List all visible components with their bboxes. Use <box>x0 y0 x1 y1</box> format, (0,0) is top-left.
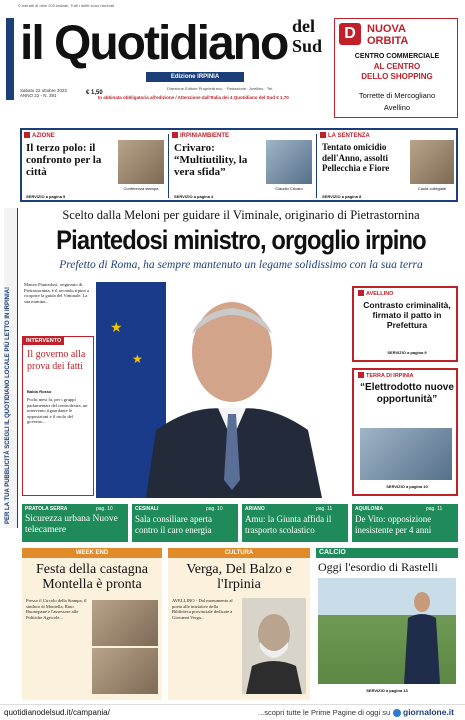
masthead-del-sud: del Sud <box>292 16 323 56</box>
footer-right-text: ...scopri tutte le Prime Pagine di oggi su <box>258 708 391 717</box>
box-avellino[interactable] <box>352 286 458 362</box>
item-page: pag. 10 <box>206 506 223 512</box>
ad-line1: NUOVA <box>367 23 406 35</box>
side-strip <box>6 18 14 100</box>
teaser-irpiniambiente[interactable] <box>172 132 314 200</box>
cultura-portrait <box>242 598 306 694</box>
vertical-banner-text: PER LA TUA PUBBLICITÀ SCEGLI IL QUOTIDIANO LOCALE PIÙ LETTO IN IRPINIA! <box>5 286 11 524</box>
local-news-strip <box>22 504 458 542</box>
price: € 1,50 <box>86 90 103 96</box>
box-title: “Elettrodotto nuove opportunità” <box>360 382 454 405</box>
coach-figure <box>398 588 446 684</box>
calcio-photo <box>318 578 456 684</box>
intervento-box[interactable] <box>22 336 94 496</box>
masthead <box>20 16 340 84</box>
box-link: SERVIZIO a pagina 10 <box>386 484 428 489</box>
top-teasers <box>20 128 458 202</box>
teaser-caption: Conferenza stampa <box>123 186 159 191</box>
item-title: De Vito: opposizione inesistente per 4 anni <box>355 514 432 535</box>
vertical-banner <box>4 208 18 528</box>
footer <box>0 704 465 720</box>
weekend-kicker: WEEK END <box>22 548 162 558</box>
ad-box[interactable] <box>334 18 458 118</box>
weekend-box[interactable] <box>22 548 162 700</box>
weekend-photo-1 <box>92 600 158 646</box>
ad-line3: CENTRO COMMERCIALE <box>354 53 440 60</box>
issue: ANNO 22 - N. 391 <box>20 93 57 99</box>
box-terra-irpinia[interactable] <box>352 368 458 496</box>
box-kicker: TERRA DI IRPINIA <box>358 372 413 379</box>
main-subhead: Prefetto di Roma, ha sempre mantenuto un legame solidissimo con la sua terra <box>59 259 423 271</box>
ad-logo: D <box>339 23 361 45</box>
local-news-item[interactable] <box>22 504 128 542</box>
teaser-photo <box>266 140 312 184</box>
item-kicker: CESINALI <box>135 506 159 512</box>
item-page: pag. 11 <box>316 506 333 512</box>
footer-brand-link[interactable]: giornalone.it <box>403 707 454 717</box>
item-kicker: AQUILONIA <box>355 506 384 512</box>
item-kicker: PRATOLA SERRA <box>25 506 68 512</box>
ad-line6: Torrette di Mercogliano <box>358 91 436 100</box>
edition-badge: Edizione IRPINIA <box>146 72 244 82</box>
cultura-title: Verga, Del Balzo e l'Irpinia <box>186 562 292 592</box>
divider <box>316 134 317 198</box>
local-news-item[interactable] <box>132 504 238 542</box>
item-page: pag. 11 <box>426 506 443 512</box>
star-icon: ★ <box>110 321 123 336</box>
ad-line4: AL CENTRO <box>373 62 421 71</box>
date-line <box>20 88 90 99</box>
teaser-link: SERVIZIO a pagina 4 <box>174 194 214 199</box>
teaser-caption: Claudio Crivaro <box>275 186 303 191</box>
calcio-kicker: CALCIO <box>316 548 458 558</box>
local-news-item[interactable] <box>352 504 458 542</box>
box-photo <box>360 428 452 480</box>
giornalone-icon <box>393 709 401 717</box>
cultura-kicker: CULTURA <box>168 548 310 558</box>
intervento-kicker: INTERVENTO <box>23 337 64 345</box>
ad-line7: Avellino <box>383 103 411 112</box>
main-headline: Piantedosi ministro, orgoglio irpino <box>56 225 426 255</box>
cultura-body: AVELLINO - Dal monumento al poeta alle iniziative della Biblioteca provinciale dedicate a Giovanni Verga... <box>172 598 233 620</box>
teaser-photo <box>410 140 454 184</box>
calcio-title: Oggi l'esordio di Rastelli <box>318 560 438 574</box>
star-icon: ★ <box>132 352 143 366</box>
teaser-caption: Caula collegiale <box>417 186 447 191</box>
item-page: pag. 10 <box>96 506 113 512</box>
ad-line5: DELLO SHOPPING <box>361 72 433 81</box>
box-title: Contrasto criminalità, firmato il patto in Prefettura <box>363 300 451 330</box>
masthead-title: il Quotidiano <box>20 17 288 70</box>
divider <box>168 134 169 198</box>
teaser-title: Crivaro: “Multiutility, la vera sfida” <box>174 142 248 178</box>
item-title: Sicurezza urbana Nuove telecamere <box>25 514 118 535</box>
cultura-box[interactable] <box>168 548 310 700</box>
teaser-title: Tentato omicidio dell'Anno, assolti Pellecchia e Fiore <box>322 142 390 173</box>
teaser-kicker: AZIONE <box>24 132 55 139</box>
item-title: Amu: la Giunta affida il trasporto scolastico <box>245 514 332 535</box>
teaser-sentenza[interactable] <box>320 132 456 200</box>
calcio-box[interactable] <box>316 548 458 700</box>
item-title: Sala consiliare aperta contro il caro energia <box>135 514 212 535</box>
intervento-body: Pochi mesi fa, per i gruppi parlamentari del centrodestra, un intervento riguardante le opposizioni e il ruolo del governo... <box>27 397 88 425</box>
teaser-link: SERVIZIO a pagina 5 <box>26 194 66 199</box>
main-body: Matteo Piantedosi, originario di Pietrastornina, è il secondo irpino a ricoprire la guida del Viminale. La sua nomina... <box>24 282 90 304</box>
footer-left-link[interactable]: quotidianodelsud.it/campania/ <box>4 708 110 717</box>
teaser-photo <box>118 140 164 184</box>
box-kicker: AVELLINO <box>358 290 393 297</box>
teaser-azione[interactable] <box>24 132 166 200</box>
main-kicker: Scelto dalla Meloni per guidare il Viminale, originario di Pietrastornina <box>62 208 420 222</box>
teaser-kicker: LA SENTENZA <box>320 132 370 139</box>
teaser-link: SERVIZIO a pagina 8 <box>322 194 362 199</box>
weekend-body: Presso il Circolo della Stampa, il sindaco di Montella, Rino Buonopane e l'assessore alle Politiche Agricole... <box>26 598 87 620</box>
weekend-title: Festa della castagna Montella è pronta <box>36 562 148 592</box>
teaser-title: Il terzo polo: il confronto per la città <box>26 142 102 178</box>
top-note: © estratti di oltre 200 testate, Tutti i diritti sono riservati <box>18 3 115 8</box>
weekend-photo-2 <box>92 648 158 694</box>
date: Sabato 22 ottobre 2022 <box>20 88 68 93</box>
intervento-author: Baldo Rosso <box>27 389 52 394</box>
ad-line2: ORBITA <box>367 35 409 47</box>
promo-line: In abbinata obbligatoria all'edizione / Attenzione dall'Italia dei 4 Quotidiano del Sud € 1,70 <box>98 95 289 100</box>
portrait <box>136 290 336 498</box>
box-link: SERVIZIO a pagina 9 <box>387 350 427 355</box>
item-kicker: ARIANO <box>245 506 265 512</box>
teaser-kicker: IRPINIAMBIENTE <box>172 132 229 139</box>
intervento-title: Il governo alla prova dei fatti <box>27 349 86 372</box>
main-photo <box>96 282 348 498</box>
calcio-link: SERVIZIO a pagina 13 <box>366 688 408 693</box>
redazione-info: Direzione Editore Proprietà ecc. · Redazione · Avellino · Tel. <box>166 86 274 91</box>
local-news-item[interactable] <box>242 504 348 542</box>
